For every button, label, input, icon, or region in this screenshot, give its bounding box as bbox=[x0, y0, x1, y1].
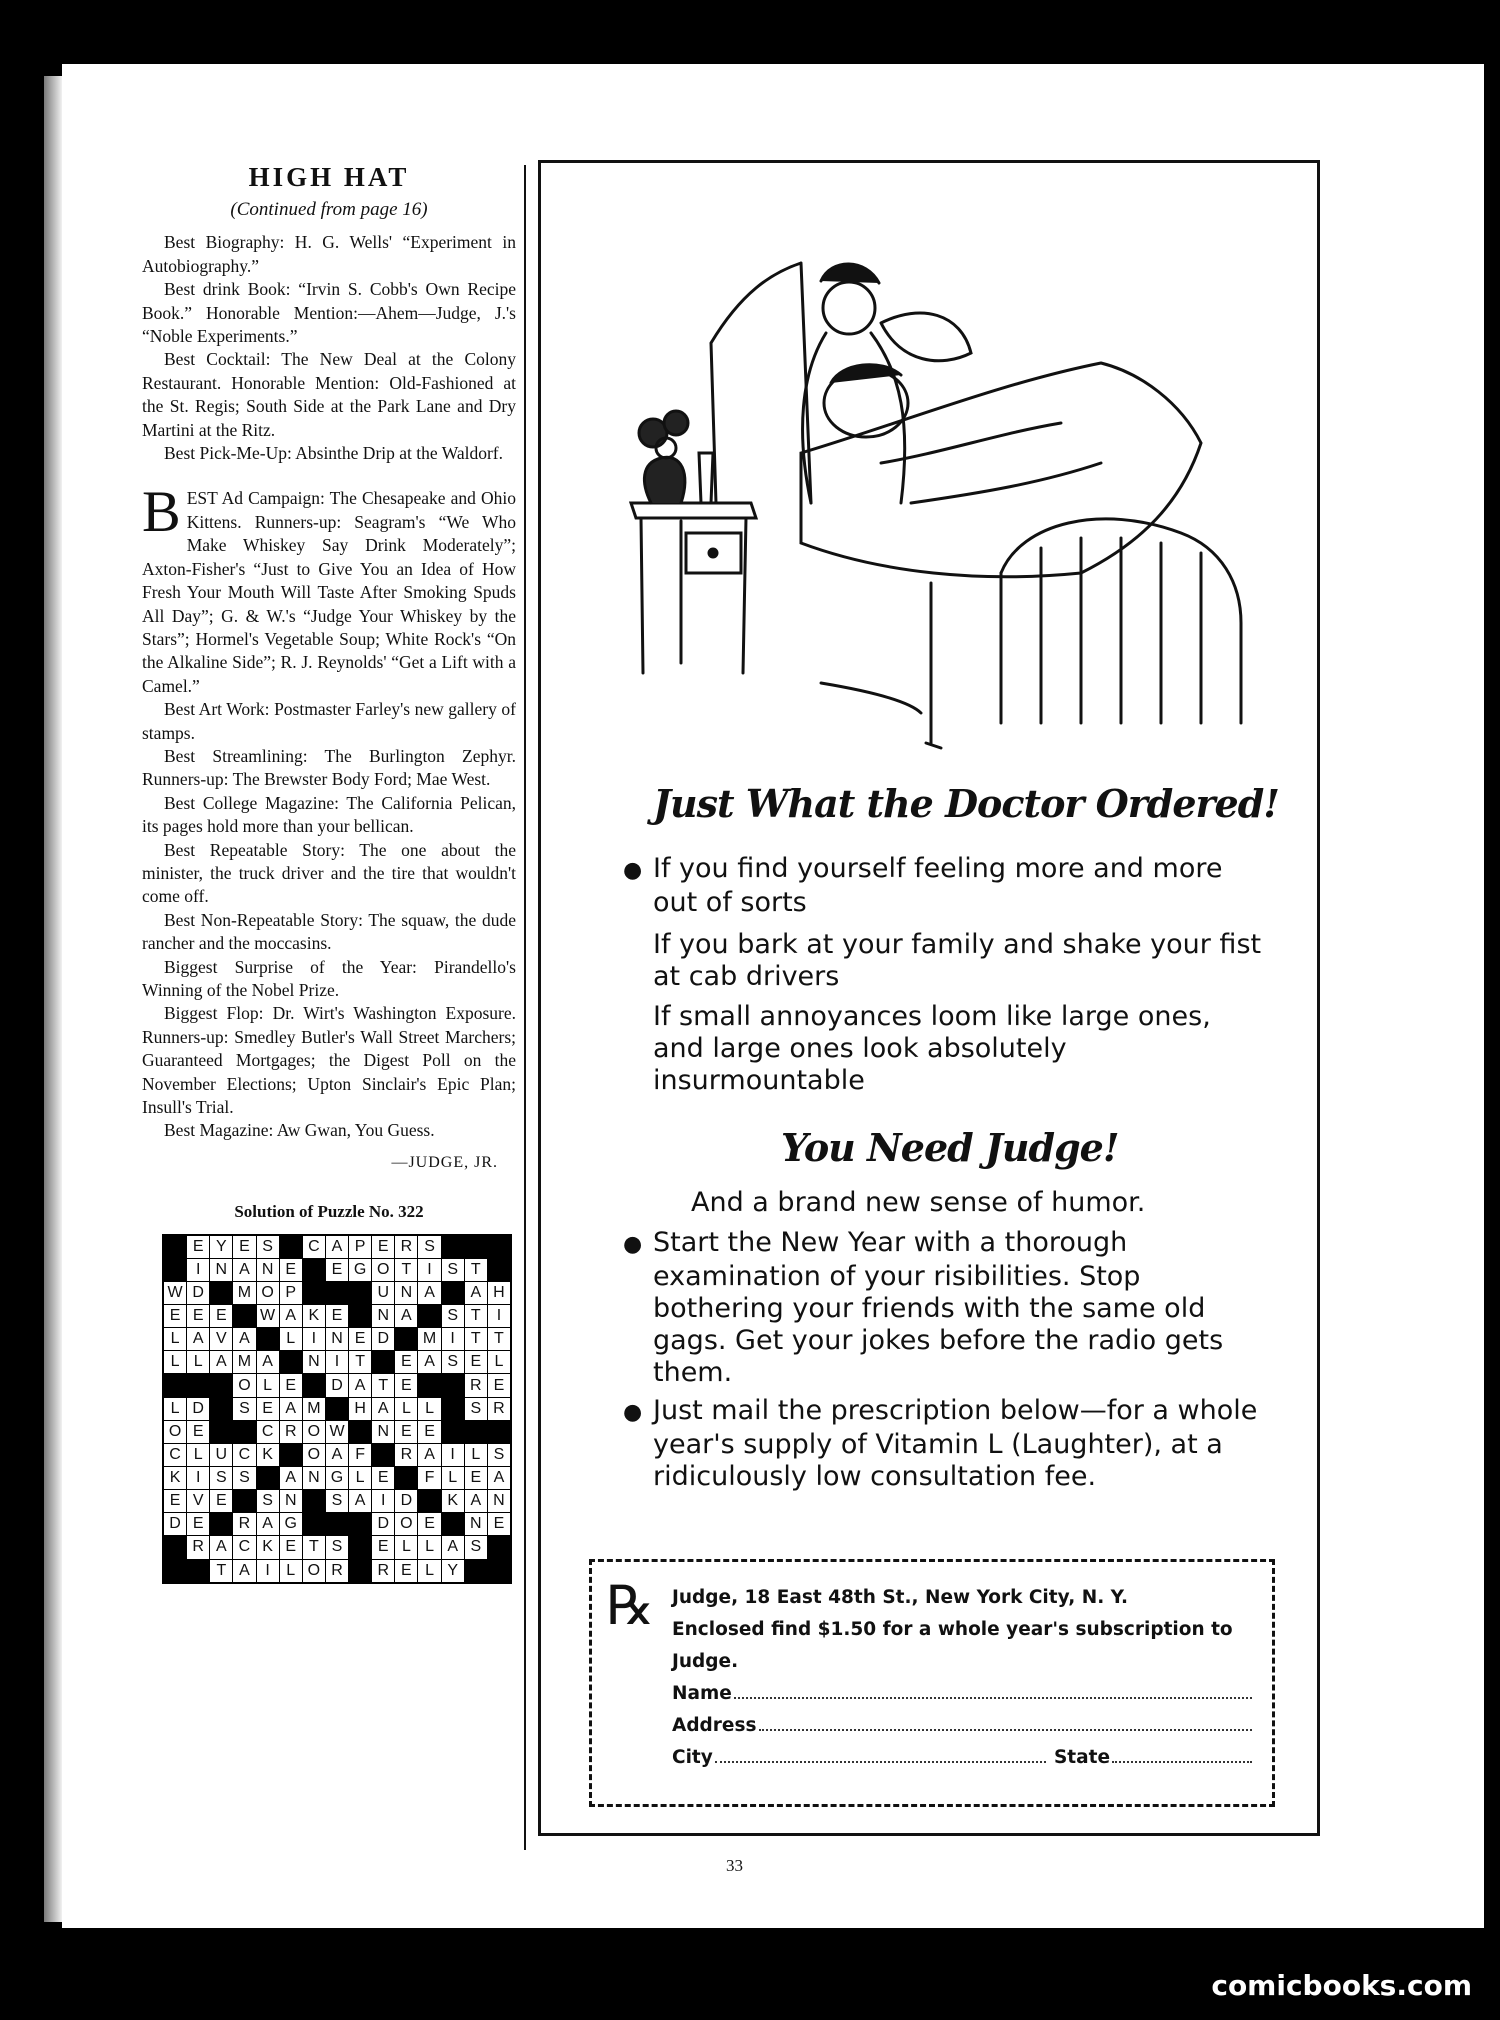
paragraph: Best Streamlining: The Burlington Zephyr. Runners-up: The Brewster Body Ford; Mae West. bbox=[142, 745, 516, 790]
crossword-cell: L bbox=[187, 1444, 209, 1466]
crossword-cell: L bbox=[488, 1351, 510, 1373]
crossword-black-cell bbox=[442, 1374, 464, 1396]
city-state-field[interactable]: City State bbox=[672, 1742, 1252, 1774]
crossword-cell: E bbox=[372, 1467, 394, 1489]
crossword-cell: L bbox=[187, 1351, 209, 1373]
crossword-cell: T bbox=[488, 1328, 510, 1350]
crossword-cell: A bbox=[233, 1560, 255, 1582]
crossword-cell: S bbox=[257, 1236, 279, 1258]
crossword-cell: A bbox=[257, 1513, 279, 1535]
crossword-cell: H bbox=[488, 1282, 510, 1304]
crossword-black-cell bbox=[349, 1560, 371, 1582]
crossword-cell: L bbox=[465, 1444, 487, 1466]
crossword-cell: A bbox=[488, 1467, 510, 1489]
crossword-cell: D bbox=[372, 1513, 394, 1535]
crossword-cell: C bbox=[233, 1444, 255, 1466]
crossword-cell: A bbox=[326, 1444, 348, 1466]
crossword-cell: U bbox=[372, 1282, 394, 1304]
crossword-black-cell bbox=[442, 1236, 464, 1258]
crossword-cell: S bbox=[326, 1536, 348, 1558]
coupon-address: Judge, 18 East 48th St., New York City, N. Y. bbox=[672, 1587, 1129, 1608]
crossword-cell: S bbox=[210, 1467, 232, 1489]
paragraph: Best Cocktail: The New Deal at the Colony Restaurant. Honorable Mention: Old-Fashioned at the St. Regis; South Side at the Park Lane and Dry Martini at the Ritz. bbox=[142, 349, 516, 440]
crossword-cell: A bbox=[210, 1536, 232, 1558]
crossword-cell: T bbox=[372, 1374, 394, 1396]
crossword-black-cell bbox=[418, 1305, 440, 1327]
crossword-cell: S bbox=[233, 1467, 255, 1489]
crossword-cell: C bbox=[257, 1421, 279, 1443]
crossword-cell: D bbox=[187, 1398, 209, 1420]
crossword-black-cell bbox=[418, 1374, 440, 1396]
crossword-cell: N bbox=[210, 1259, 232, 1281]
crossword-cell: I bbox=[303, 1328, 325, 1350]
paragraph: Best Non-Repeatable Story: The squaw, the dude rancher and the moccasins. bbox=[142, 909, 516, 954]
crossword-black-cell bbox=[303, 1282, 325, 1304]
crossword-cell: S bbox=[326, 1490, 348, 1512]
crossword-cell: V bbox=[210, 1328, 232, 1350]
crossword-cell: G bbox=[326, 1467, 348, 1489]
crossword-black-cell bbox=[372, 1351, 394, 1373]
crossword-black-cell bbox=[442, 1513, 464, 1535]
crossword-black-cell bbox=[465, 1421, 487, 1443]
crossword-cell: A bbox=[465, 1282, 487, 1304]
crossword-black-cell bbox=[488, 1536, 510, 1558]
crossword-cell: K bbox=[303, 1305, 325, 1327]
crossword-cell: E bbox=[465, 1351, 487, 1373]
crossword-cell: W bbox=[257, 1305, 279, 1327]
crossword-cell: T bbox=[349, 1351, 371, 1373]
crossword-cell: S bbox=[465, 1536, 487, 1558]
paragraph: Best Biography: H. G. Wells' “Experiment in Autobiography.” bbox=[142, 232, 516, 276]
crossword-black-cell bbox=[164, 1236, 186, 1258]
crossword-cell: N bbox=[372, 1421, 394, 1443]
crossword-cell: E bbox=[210, 1490, 232, 1512]
crossword-cell: I bbox=[442, 1444, 464, 1466]
crossword-cell: A bbox=[233, 1259, 255, 1281]
crossword-cell: F bbox=[418, 1467, 440, 1489]
crossword-cell: O bbox=[372, 1259, 394, 1281]
crossword-cell: R bbox=[395, 1236, 417, 1258]
crossword-black-cell bbox=[349, 1282, 371, 1304]
crossword-cell: L bbox=[280, 1328, 302, 1350]
crossword-cell: C bbox=[303, 1236, 325, 1258]
crossword-black-cell bbox=[164, 1374, 186, 1396]
address-field[interactable]: Address bbox=[672, 1710, 1252, 1742]
crossword-cell: F bbox=[349, 1444, 371, 1466]
crossword-cell: E bbox=[349, 1328, 371, 1350]
crossword-black-cell bbox=[164, 1560, 186, 1582]
crossword-cell: E bbox=[418, 1513, 440, 1535]
page-binding-shadow bbox=[44, 76, 64, 1922]
crossword-cell: A bbox=[418, 1282, 440, 1304]
judge-advertisement bbox=[538, 160, 1320, 1836]
crossword-cell: M bbox=[418, 1328, 440, 1350]
crossword-cell: E bbox=[280, 1259, 302, 1281]
column-signature: —JUDGE, JR. bbox=[391, 1153, 498, 1171]
crossword-cell: E bbox=[395, 1374, 417, 1396]
crossword-cell: S bbox=[233, 1398, 255, 1420]
crossword-cell: N bbox=[280, 1490, 302, 1512]
crossword-cell: E bbox=[187, 1305, 209, 1327]
crossword-cell: L bbox=[395, 1536, 417, 1558]
crossword-cell: A bbox=[349, 1490, 371, 1512]
crossword-cell: O bbox=[303, 1444, 325, 1466]
crossword-cell: A bbox=[418, 1444, 440, 1466]
crossword-cell: A bbox=[395, 1305, 417, 1327]
crossword-black-cell bbox=[280, 1444, 302, 1466]
crossword-cell: G bbox=[349, 1259, 371, 1281]
crossword-cell: S bbox=[465, 1398, 487, 1420]
crossword-black-cell bbox=[465, 1560, 487, 1582]
rx-symbol-icon: ℞ bbox=[606, 1574, 655, 1637]
crossword-black-cell bbox=[349, 1421, 371, 1443]
crossword-cell: K bbox=[442, 1490, 464, 1512]
crossword-cell: E bbox=[187, 1421, 209, 1443]
crossword-cell: I bbox=[488, 1305, 510, 1327]
crossword-black-cell bbox=[233, 1490, 255, 1512]
ad-line: If you find yourself feeling more and more out of sorts bbox=[653, 853, 1223, 918]
crossword-cell: E bbox=[488, 1374, 510, 1396]
paragraph: Biggest Flop: Dr. Wirt's Washington Exposure. Runners-up: Smedley Butler's Wall Street Marchers; Guaranteed Mortgages; the Digest Poll on the November Elections; Upton Sinclair's Epic Plan; Insull's Trial. bbox=[142, 1003, 516, 1118]
crossword-cell: D bbox=[372, 1328, 394, 1350]
crossword-cell: E bbox=[395, 1560, 417, 1582]
crossword-cell: A bbox=[210, 1351, 232, 1373]
subscription-coupon bbox=[589, 1559, 1275, 1807]
crossword-cell: R bbox=[465, 1374, 487, 1396]
crossword-cell: L bbox=[442, 1467, 464, 1489]
crossword-cell: T bbox=[465, 1259, 487, 1281]
dropcap-text: EST Ad Campaign: The Chesapeake and Ohio Kittens. Runners-up: Seagram's “We Who Make Whiskey Say Drink Moderately”; Axton-Fisher's “Just to Give You an Idea of How Fresh Your Mouth Will Taste After Smoking Spuds All Day”; G. & W.'s “Judge Your Whiskey by the Stars”; Hormel's Vegetable Soup; White Rock's “On the Alkaline Side”; R. J. Reynolds' “Get a Lift with a Camel.” bbox=[142, 488, 516, 696]
crossword-cell: E bbox=[395, 1351, 417, 1373]
crossword-cell: I bbox=[372, 1490, 394, 1512]
crossword-black-cell bbox=[187, 1374, 209, 1396]
crossword-cell: T bbox=[395, 1259, 417, 1281]
paragraph: Best drink Book: “Irvin S. Cobb's Own Recipe Book.” Honorable Mention:—Ahem—Judge, J.'s “Noble Experiments.” bbox=[142, 279, 516, 347]
crossword-black-cell bbox=[326, 1282, 348, 1304]
crossword-black-cell bbox=[303, 1259, 325, 1281]
crossword-cell: A bbox=[280, 1467, 302, 1489]
crossword-cell: L bbox=[395, 1398, 417, 1420]
crossword-black-cell bbox=[303, 1374, 325, 1396]
crossword-black-cell bbox=[210, 1398, 232, 1420]
crossword-black-cell bbox=[442, 1282, 464, 1304]
crossword-cell: M bbox=[233, 1282, 255, 1304]
high-hat-column bbox=[142, 160, 516, 1584]
crossword-cell: L bbox=[349, 1467, 371, 1489]
crossword-cell: L bbox=[418, 1398, 440, 1420]
crossword-cell: R bbox=[395, 1444, 417, 1466]
crossword-cell: N bbox=[257, 1259, 279, 1281]
crossword-cell: L bbox=[257, 1374, 279, 1396]
crossword-cell: A bbox=[280, 1398, 302, 1420]
crossword-cell: I bbox=[187, 1467, 209, 1489]
crossword-cell: S bbox=[418, 1236, 440, 1258]
paragraph: Best Repeatable Story: The one about the minister, the truck driver and the tire that wouldn't come off. bbox=[142, 839, 516, 907]
crossword-cell: L bbox=[164, 1351, 186, 1373]
crossword-cell: A bbox=[442, 1536, 464, 1558]
crossword-cell: L bbox=[418, 1536, 440, 1558]
crossword-cell: N bbox=[372, 1305, 394, 1327]
crossword-black-cell bbox=[442, 1398, 464, 1420]
crossword-cell: R bbox=[233, 1513, 255, 1535]
crossword-cell: M bbox=[303, 1398, 325, 1420]
crossword-cell: S bbox=[442, 1305, 464, 1327]
crossword-black-cell bbox=[349, 1513, 371, 1535]
crossword-cell: O bbox=[257, 1282, 279, 1304]
crossword-black-cell bbox=[210, 1421, 232, 1443]
crossword-cell: E bbox=[395, 1421, 417, 1443]
ad-headline: Just What the Doctor Ordered! bbox=[653, 781, 1279, 826]
crossword-cell: A bbox=[326, 1236, 348, 1258]
crossword-cell: S bbox=[442, 1259, 464, 1281]
crossword-cell: O bbox=[303, 1421, 325, 1443]
crossword-black-cell bbox=[280, 1236, 302, 1258]
crossword-cell: W bbox=[164, 1282, 186, 1304]
crossword-cell: R bbox=[372, 1560, 394, 1582]
crossword-black-cell bbox=[395, 1467, 417, 1489]
crossword-black-cell bbox=[488, 1560, 510, 1582]
crossword-cell: N bbox=[465, 1513, 487, 1535]
crossword-cell: E bbox=[418, 1421, 440, 1443]
crossword-cell: A bbox=[257, 1351, 279, 1373]
coupon-enclosed: Enclosed find $1.50 for a whole year's subscription to Judge. bbox=[672, 1619, 1233, 1672]
crossword-cell: E bbox=[372, 1536, 394, 1558]
ad-body-line: Just mail the prescription below—for a whole year's supply of Vitamin L (Laughter), at a ridiculously low consultation fee. bbox=[653, 1395, 1258, 1492]
crossword-cell: D bbox=[164, 1513, 186, 1535]
page-number: 33 bbox=[726, 1856, 743, 1875]
crossword-cell: R bbox=[488, 1398, 510, 1420]
crossword-black-cell bbox=[164, 1536, 186, 1558]
crossword-cell: D bbox=[187, 1282, 209, 1304]
crossword-cell: C bbox=[233, 1536, 255, 1558]
crossword-cell: L bbox=[164, 1328, 186, 1350]
crossword-cell: A bbox=[349, 1374, 371, 1396]
crossword-cell: E bbox=[488, 1513, 510, 1535]
crossword-black-cell bbox=[210, 1513, 232, 1535]
paragraph: Best Art Work: Postmaster Farley's new gallery of stamps. bbox=[142, 699, 516, 743]
crossword-cell: Y bbox=[442, 1560, 464, 1582]
crossword-black-cell bbox=[210, 1374, 232, 1396]
crossword-black-cell bbox=[257, 1467, 279, 1489]
crossword-cell: N bbox=[303, 1467, 325, 1489]
crossword-black-cell bbox=[233, 1421, 255, 1443]
crossword-cell: D bbox=[326, 1374, 348, 1396]
paragraph: Best Pick-Me-Up: Absinthe Drip at the Waldorf. bbox=[164, 443, 503, 464]
crossword-cell: E bbox=[210, 1305, 232, 1327]
crossword-cell: I bbox=[257, 1560, 279, 1582]
crossword-cell: T bbox=[465, 1305, 487, 1327]
crossword-black-cell bbox=[303, 1513, 325, 1535]
crossword-cell: T bbox=[210, 1560, 232, 1582]
crossword-cell: N bbox=[303, 1351, 325, 1373]
crossword-cell: N bbox=[488, 1490, 510, 1512]
crossword-cell: E bbox=[465, 1467, 487, 1489]
crossword-cell: A bbox=[372, 1398, 394, 1420]
crossword-black-cell bbox=[280, 1351, 302, 1373]
doctor-bed-illustration bbox=[581, 203, 1281, 763]
crossword-grid bbox=[162, 1234, 512, 1584]
crossword-cell: S bbox=[488, 1444, 510, 1466]
crossword-cell: P bbox=[280, 1282, 302, 1304]
crossword-black-cell bbox=[372, 1444, 394, 1466]
crossword-black-cell bbox=[303, 1490, 325, 1512]
crossword-cell: H bbox=[349, 1398, 371, 1420]
crossword-black-cell bbox=[164, 1259, 186, 1281]
crossword-cell: K bbox=[257, 1536, 279, 1558]
crossword-cell: G bbox=[280, 1513, 302, 1535]
crossword-cell: N bbox=[326, 1328, 348, 1350]
ad-body-line: And a brand new sense of humor. bbox=[691, 1187, 1146, 1218]
paragraph: Best College Magazine: The California Pelican, its pages hold more than your bellican. bbox=[142, 792, 516, 837]
ad-body-line: Start the New Year with a thorough examination of your risibilities. Stop bothering your friends with the same old gags. Get your jokes before the radio gets them. bbox=[653, 1227, 1224, 1388]
coupon-text bbox=[672, 1582, 1252, 1774]
crossword-cell: S bbox=[442, 1351, 464, 1373]
column-title: HIGH HAT bbox=[248, 162, 410, 192]
crossword-black-cell bbox=[210, 1282, 232, 1304]
crossword-cell: P bbox=[349, 1236, 371, 1258]
crossword-cell: K bbox=[257, 1444, 279, 1466]
crossword-black-cell bbox=[395, 1328, 417, 1350]
crossword-black-cell bbox=[187, 1560, 209, 1582]
paragraph: Best Magazine: Aw Gwan, You Guess. bbox=[164, 1120, 435, 1141]
crossword-cell: E bbox=[164, 1490, 186, 1512]
crossword-cell: O bbox=[233, 1374, 255, 1396]
crossword-cell: Y bbox=[210, 1236, 232, 1258]
ad-subhead: You Need Judge! bbox=[781, 1125, 1119, 1170]
crossword-black-cell bbox=[465, 1236, 487, 1258]
crossword-cell: N bbox=[395, 1282, 417, 1304]
crossword-cell: E bbox=[164, 1305, 186, 1327]
drop-cap-letter: B bbox=[142, 479, 181, 545]
crossword-cell: I bbox=[187, 1259, 209, 1281]
crossword-cell: W bbox=[326, 1421, 348, 1443]
name-field[interactable]: Name bbox=[672, 1678, 1252, 1710]
crossword-cell: E bbox=[326, 1305, 348, 1327]
ad-line: If you bark at your family and shake your fist at cab drivers bbox=[653, 929, 1262, 992]
crossword-black-cell bbox=[488, 1236, 510, 1258]
crossword-cell: K bbox=[164, 1467, 186, 1489]
crossword-black-cell bbox=[488, 1421, 510, 1443]
crossword-cell: O bbox=[395, 1513, 417, 1535]
crossword-cell: L bbox=[418, 1560, 440, 1582]
crossword-cell: R bbox=[326, 1560, 348, 1582]
paragraph: Biggest Surprise of the Year: Pirandello's Winning of the Nobel Prize. bbox=[142, 956, 516, 1000]
crossword-cell: S bbox=[257, 1490, 279, 1512]
crossword-cell: A bbox=[418, 1351, 440, 1373]
crossword-cell: I bbox=[418, 1259, 440, 1281]
crossword-cell: A bbox=[465, 1490, 487, 1512]
crossword-cell: T bbox=[303, 1536, 325, 1558]
crossword-cell: I bbox=[326, 1351, 348, 1373]
crossword-black-cell bbox=[442, 1421, 464, 1443]
crossword-cell: T bbox=[465, 1328, 487, 1350]
crossword-cell: E bbox=[326, 1259, 348, 1281]
crossword-cell: E bbox=[187, 1513, 209, 1535]
crossword-black-cell bbox=[418, 1490, 440, 1512]
crossword-black-cell bbox=[349, 1305, 371, 1327]
crossword-black-cell bbox=[326, 1398, 348, 1420]
column-divider bbox=[524, 165, 526, 1850]
crossword-black-cell bbox=[233, 1305, 255, 1327]
crossword-cell: A bbox=[233, 1328, 255, 1350]
crossword-cell: M bbox=[233, 1351, 255, 1373]
crossword-cell: E bbox=[257, 1398, 279, 1420]
crossword-cell: E bbox=[372, 1236, 394, 1258]
crossword-cell: A bbox=[187, 1328, 209, 1350]
crossword-black-cell bbox=[349, 1536, 371, 1558]
crossword-cell: U bbox=[210, 1444, 232, 1466]
puzzle-title: Solution of Puzzle No. 322 bbox=[234, 1202, 424, 1222]
watermark: comicbooks.com bbox=[1211, 1969, 1472, 2002]
crossword-cell: L bbox=[164, 1398, 186, 1420]
crossword-cell: C bbox=[164, 1444, 186, 1466]
crossword-cell: E bbox=[233, 1236, 255, 1258]
crossword-cell: L bbox=[280, 1560, 302, 1582]
crossword-black-cell bbox=[257, 1328, 279, 1350]
crossword-black-cell bbox=[488, 1259, 510, 1281]
continued-note: (Continued from page 16) bbox=[230, 199, 428, 220]
ad-line: If small annoyances loom like large ones, and large ones look absolutely insurmountable bbox=[653, 1001, 1211, 1096]
crossword-cell: E bbox=[280, 1536, 302, 1558]
crossword-black-cell bbox=[326, 1513, 348, 1535]
crossword-cell: I bbox=[442, 1328, 464, 1350]
crossword-cell: E bbox=[187, 1236, 209, 1258]
crossword-cell: O bbox=[164, 1421, 186, 1443]
crossword-cell: R bbox=[280, 1421, 302, 1443]
crossword-cell: D bbox=[395, 1490, 417, 1512]
crossword-cell: A bbox=[280, 1305, 302, 1327]
crossword-cell: E bbox=[280, 1374, 302, 1396]
crossword-cell: O bbox=[303, 1560, 325, 1582]
dropcap-paragraph bbox=[142, 479, 516, 698]
crossword-cell: R bbox=[187, 1536, 209, 1558]
crossword-cell: V bbox=[187, 1490, 209, 1512]
